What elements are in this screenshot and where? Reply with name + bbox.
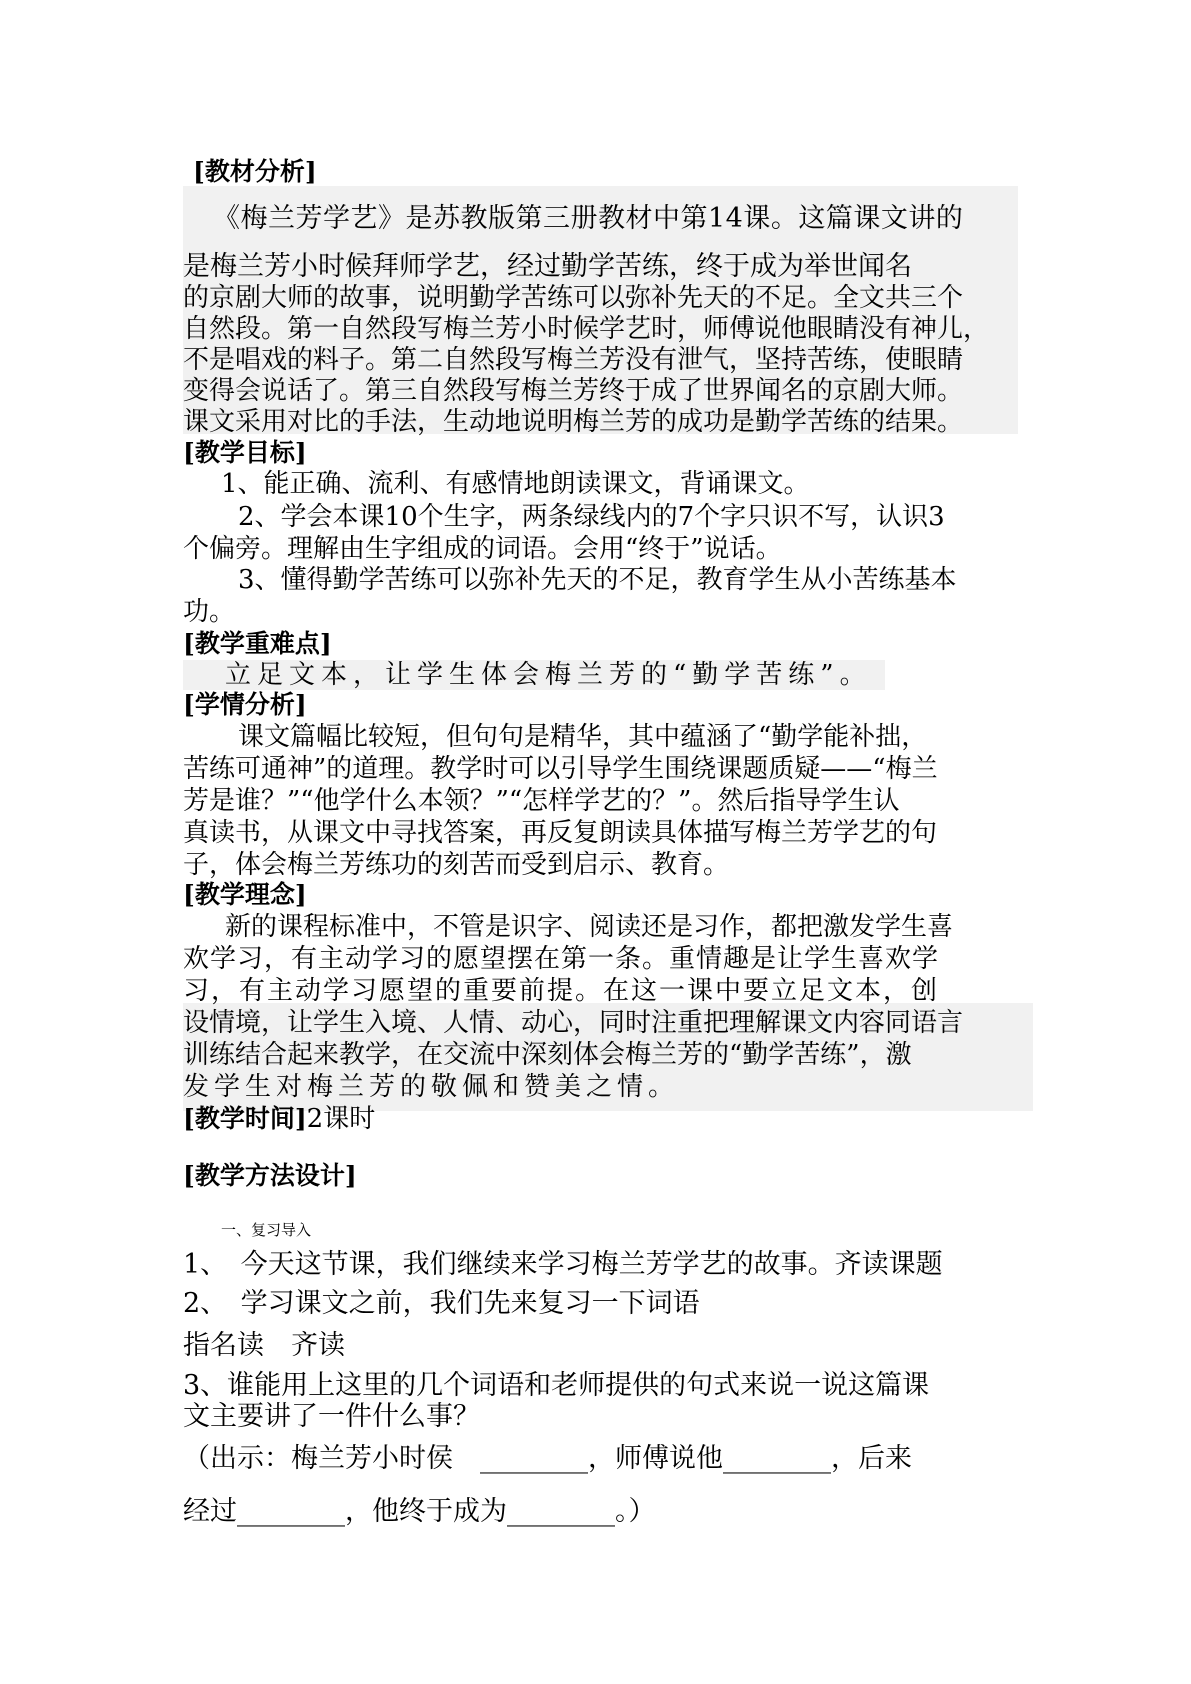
paragraph-line: 不是唱戏的料子。第二自然段写梅兰芳没有泄气，坚持苦练，使眼睛 — [183, 345, 964, 375]
paragraph-line: 子，体会梅兰芳练功的刻苦而受到启示、教育。 — [183, 850, 730, 880]
goal-item: 1、能正确、流利、有感情地朗读课文，背诵课文。 — [221, 469, 810, 499]
section-heading-method: [教学方法设计] — [183, 1161, 357, 1190]
paragraph-line: 自然段。第一自然段写梅兰芳小时候学艺时，师傅说他眼睛没有神儿， — [183, 314, 990, 344]
paragraph-line: 发学生对梅兰芳的敬佩和赞美之情。 — [183, 1072, 680, 1102]
paragraph-line: 课文篇幅比较短，但句句是精华，其中蕴涵了“勤学能补拙， — [238, 722, 928, 752]
section-heading-materials: [教材分析] — [193, 157, 317, 186]
paragraph-line: 立足文本，让学生体会梅兰芳的“勤学苦练”。 — [225, 660, 872, 690]
section-heading-time: [教学时间] — [183, 1104, 307, 1133]
paragraph-line: 设情境，让学生入境、人情、动心，同时注重把理解课文内容同语言 — [183, 1008, 964, 1038]
paragraph-line: 芳是谁？”“他学什么本领？”“怎样学艺的？”。然后指导学生认 — [183, 786, 900, 816]
fill-in-prompt: （出示：梅兰芳小时侯 ________，师傅说他________，后来 — [183, 1443, 912, 1474]
paragraph-line: 课文采用对比的手法，生动地说明梅兰芳的成功是勤学苦练的结果。 — [183, 407, 964, 437]
paragraph-line: 训练结合起来教学，在交流中深刻体会梅兰芳的“勤学苦练”，激 — [183, 1040, 912, 1070]
paragraph-line: 欢学习，有主动学习的愿望摆在第一条。重情趣是让学生喜欢学 — [183, 944, 940, 974]
paragraph-line: 的京剧大师的故事，说明勤学苦练可以弥补先天的不足。全文共三个 — [183, 283, 964, 313]
paragraph-line: 新的课程标准中，不管是识字、阅读还是习作，都把激发学生喜 — [225, 912, 954, 942]
section-heading-philosophy: [教学理念] — [183, 880, 307, 909]
method-line: 3、谁能用上这里的几个词语和老师提供的句式来说一说这篇课 — [183, 1370, 930, 1401]
goal-item: 2、学会本课10个生字，两条绿线内的7个字只识不写，认识3 — [238, 502, 945, 532]
paragraph-line: 是梅兰芳小时候拜师学艺，经过勤学苦练，终于成为举世闻名 — [183, 251, 912, 282]
method-line: 1、 今天这节课，我们继续来学习梅兰芳学艺的故事。齐读课题 — [183, 1249, 943, 1280]
method-line: 指名读 齐读 — [183, 1330, 345, 1361]
section-heading-key-points: [教学重难点] — [183, 629, 332, 658]
paragraph-line: 真读书，从课文中寻找答案，再反复朗读具体描写梅兰芳学艺的句 — [183, 818, 938, 848]
teaching-time — [183, 1104, 375, 1134]
method-line: 2、 学习课文之前，我们先来复习一下词语 — [183, 1288, 700, 1319]
paragraph-line: 变得会说话了。第三自然段写梅兰芳终于成了世界闻名的京剧大师。 — [183, 376, 964, 406]
paragraph-line: 苦练可通神”的道理。教学时可以引导学生围绕课题质疑——“梅兰 — [183, 754, 938, 784]
method-line: 文主要讲了一件什么事？ — [183, 1401, 480, 1432]
fill-in-prompt: 经过________，他终于成为________。） — [183, 1496, 656, 1527]
goal-item: 个偏旁。理解由生字组成的词语。会用“终于”说话。 — [183, 534, 782, 564]
section-heading-goals: [教学目标] — [183, 438, 307, 467]
goal-item: 功。 — [183, 597, 236, 627]
goal-item: 3、懂得勤学苦练可以弥补先天的不足，教育学生从小苦练基本 — [238, 565, 957, 595]
section-heading-learners: [学情分析] — [183, 690, 307, 719]
step-title: 一、复习导入 — [221, 1221, 312, 1239]
teaching-time-value: 2课时 — [306, 1104, 376, 1134]
paragraph-line: 习，有主动学习愿望的重要前提。在这一课中要立足文本，创 — [183, 976, 940, 1006]
paragraph-line: 《梅兰芳学艺》是苏教版第三册教材中第14课。这篇课文讲的 — [213, 203, 964, 234]
